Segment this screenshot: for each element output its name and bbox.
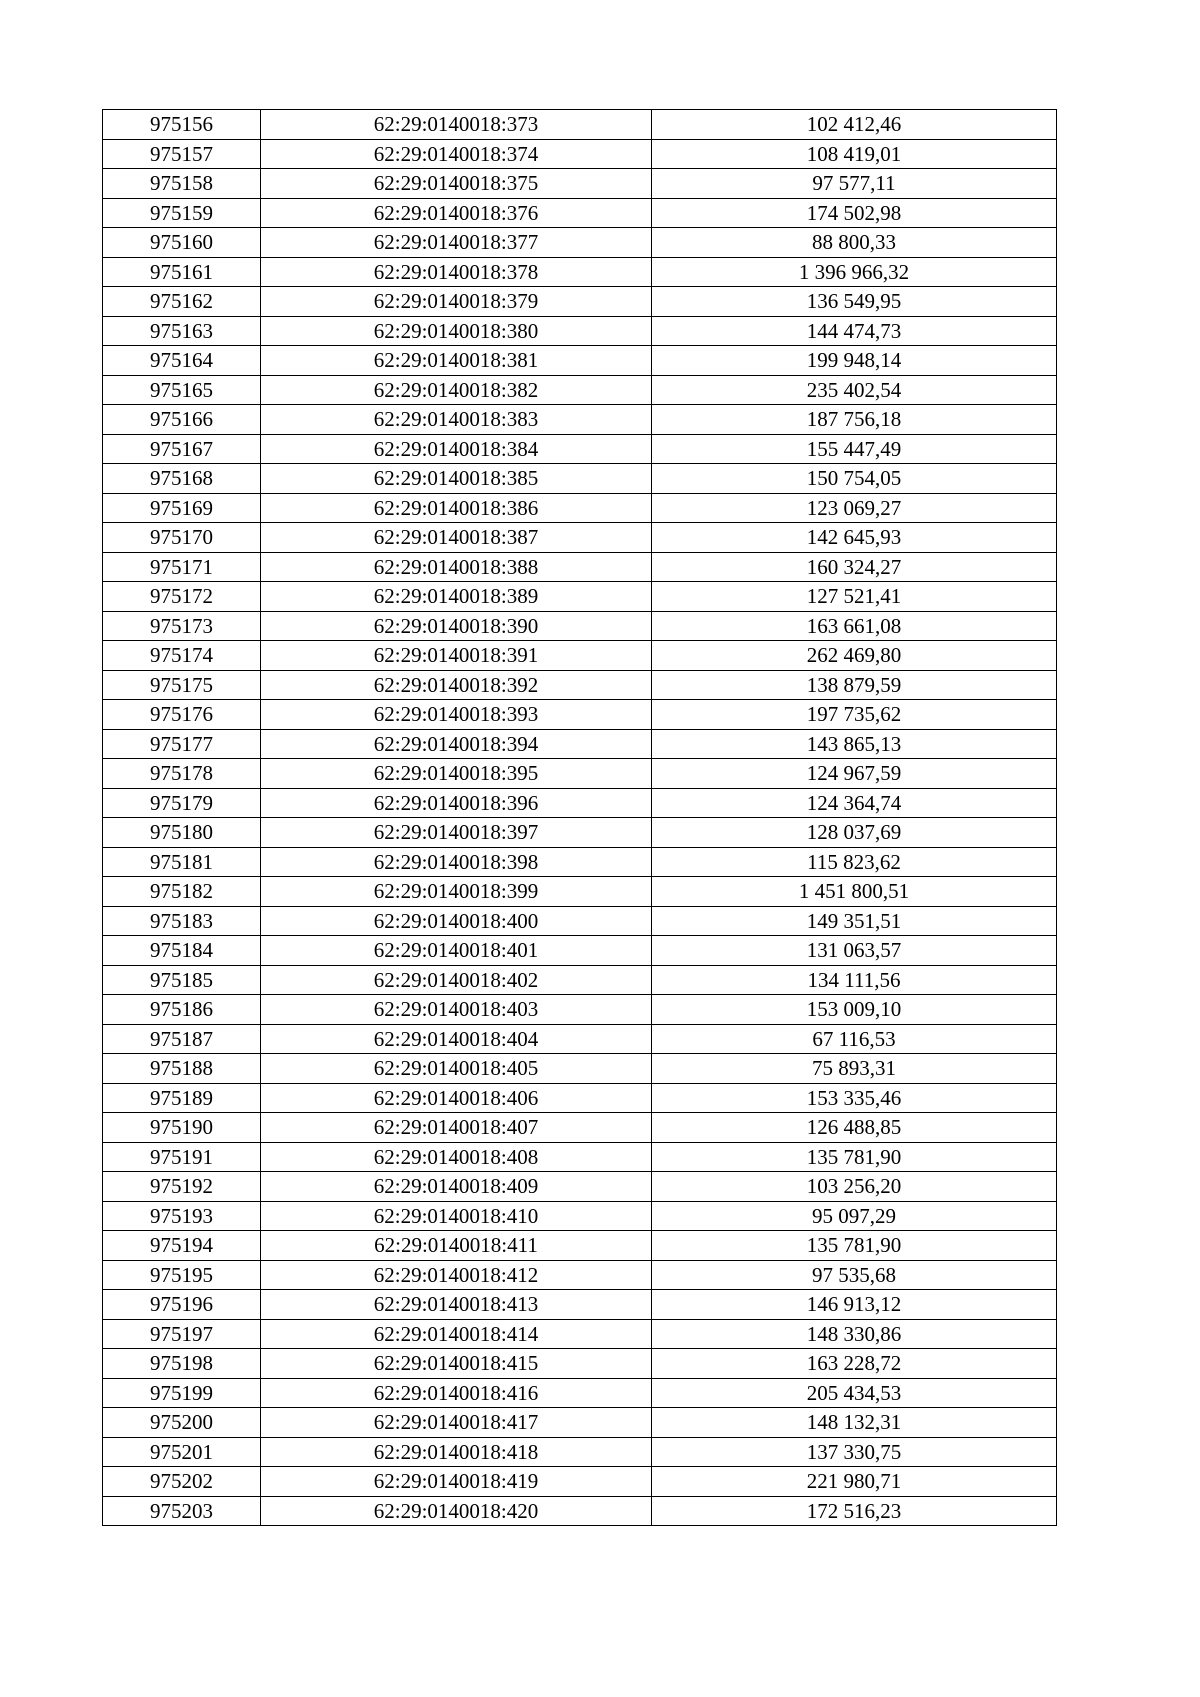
cadastral-value-cell: 197 735,62	[652, 700, 1057, 730]
table-row	[103, 611, 1057, 641]
row-number-cell: 975167	[103, 434, 261, 464]
cadastral-number-cell: 62:29:0140018:420	[261, 1496, 652, 1526]
cadastral-value-cell: 124 967,59	[652, 759, 1057, 789]
cadastral-value-cell: 88 800,33	[652, 228, 1057, 258]
row-number-cell: 975195	[103, 1260, 261, 1290]
row-number-cell: 975168	[103, 464, 261, 494]
row-number-cell: 975158	[103, 169, 261, 199]
cadastral-value-cell: 135 781,90	[652, 1142, 1057, 1172]
table-row	[103, 375, 1057, 405]
row-number-cell: 975187	[103, 1024, 261, 1054]
row-number-cell: 975197	[103, 1319, 261, 1349]
table-row	[103, 759, 1057, 789]
cadastral-number-cell: 62:29:0140018:392	[261, 670, 652, 700]
cadastral-number-cell: 62:29:0140018:413	[261, 1290, 652, 1320]
row-number-cell: 975166	[103, 405, 261, 435]
table-row	[103, 700, 1057, 730]
cadastral-value-cell: 187 756,18	[652, 405, 1057, 435]
cadastral-value-cell: 124 364,74	[652, 788, 1057, 818]
row-number-cell: 975202	[103, 1467, 261, 1497]
row-number-cell: 975200	[103, 1408, 261, 1438]
cadastral-value-cell: 137 330,75	[652, 1437, 1057, 1467]
cadastral-number-cell: 62:29:0140018:416	[261, 1378, 652, 1408]
row-number-cell: 975192	[103, 1172, 261, 1202]
table-row	[103, 257, 1057, 287]
table-row	[103, 228, 1057, 258]
table-row	[103, 316, 1057, 346]
table-row	[103, 1437, 1057, 1467]
cadastral-value-cell: 150 754,05	[652, 464, 1057, 494]
cadastral-value-cell: 144 474,73	[652, 316, 1057, 346]
cadastral-number-cell: 62:29:0140018:374	[261, 139, 652, 169]
table-row	[103, 641, 1057, 671]
row-number-cell: 975173	[103, 611, 261, 641]
table-row	[103, 1024, 1057, 1054]
cadastral-number-cell: 62:29:0140018:396	[261, 788, 652, 818]
cadastral-number-cell: 62:29:0140018:411	[261, 1231, 652, 1261]
row-number-cell: 975180	[103, 818, 261, 848]
table-row	[103, 198, 1057, 228]
row-number-cell: 975169	[103, 493, 261, 523]
cadastral-value-cell: 115 823,62	[652, 847, 1057, 877]
cadastral-value-cell: 136 549,95	[652, 287, 1057, 317]
cadastral-value-cell: 153 335,46	[652, 1083, 1057, 1113]
cadastral-number-cell: 62:29:0140018:386	[261, 493, 652, 523]
cadastral-number-cell: 62:29:0140018:390	[261, 611, 652, 641]
table-row	[103, 1408, 1057, 1438]
cadastral-value-cell: 163 661,08	[652, 611, 1057, 641]
cadastral-value-cell: 235 402,54	[652, 375, 1057, 405]
table-row	[103, 139, 1057, 169]
cadastral-value-cell: 75 893,31	[652, 1054, 1057, 1084]
table-row	[103, 346, 1057, 376]
row-number-cell: 975181	[103, 847, 261, 877]
table-row	[103, 995, 1057, 1025]
table-row	[103, 287, 1057, 317]
table-row	[103, 1113, 1057, 1143]
table-row	[103, 729, 1057, 759]
row-number-cell: 975174	[103, 641, 261, 671]
cadastral-number-cell: 62:29:0140018:389	[261, 582, 652, 612]
table-row	[103, 523, 1057, 553]
row-number-cell: 975194	[103, 1231, 261, 1261]
table-row	[103, 1378, 1057, 1408]
cadastral-value-cell: 143 865,13	[652, 729, 1057, 759]
cadastral-value-cell: 67 116,53	[652, 1024, 1057, 1054]
cadastral-number-cell: 62:29:0140018:391	[261, 641, 652, 671]
table-row	[103, 670, 1057, 700]
cadastral-value-cell: 128 037,69	[652, 818, 1057, 848]
cadastral-value-cell: 102 412,46	[652, 110, 1057, 140]
cadastral-value-cell: 163 228,72	[652, 1349, 1057, 1379]
cadastral-number-cell: 62:29:0140018:384	[261, 434, 652, 464]
cadastral-number-cell: 62:29:0140018:406	[261, 1083, 652, 1113]
row-number-cell: 975162	[103, 287, 261, 317]
cadastral-number-cell: 62:29:0140018:387	[261, 523, 652, 553]
cadastral-number-cell: 62:29:0140018:379	[261, 287, 652, 317]
cadastral-value-cell: 95 097,29	[652, 1201, 1057, 1231]
table-row	[103, 818, 1057, 848]
row-number-cell: 975198	[103, 1349, 261, 1379]
cadastral-number-cell: 62:29:0140018:383	[261, 405, 652, 435]
table-row	[103, 434, 1057, 464]
row-number-cell: 975175	[103, 670, 261, 700]
cadastral-number-cell: 62:29:0140018:404	[261, 1024, 652, 1054]
row-number-cell: 975196	[103, 1290, 261, 1320]
row-number-cell: 975161	[103, 257, 261, 287]
cadastral-value-table	[102, 109, 1057, 1526]
cadastral-number-cell: 62:29:0140018:394	[261, 729, 652, 759]
table-row	[103, 493, 1057, 523]
table-row	[103, 1172, 1057, 1202]
row-number-cell: 975157	[103, 139, 261, 169]
row-number-cell: 975160	[103, 228, 261, 258]
row-number-cell: 975185	[103, 965, 261, 995]
cadastral-number-cell: 62:29:0140018:397	[261, 818, 652, 848]
cadastral-number-cell: 62:29:0140018:375	[261, 169, 652, 199]
table-row	[103, 110, 1057, 140]
cadastral-number-cell: 62:29:0140018:400	[261, 906, 652, 936]
cadastral-number-cell: 62:29:0140018:399	[261, 877, 652, 907]
cadastral-number-cell: 62:29:0140018:417	[261, 1408, 652, 1438]
row-number-cell: 975164	[103, 346, 261, 376]
cadastral-number-cell: 62:29:0140018:385	[261, 464, 652, 494]
table-row	[103, 965, 1057, 995]
cadastral-number-cell: 62:29:0140018:376	[261, 198, 652, 228]
table-body	[103, 110, 1057, 1526]
cadastral-number-cell: 62:29:0140018:402	[261, 965, 652, 995]
cadastral-value-cell: 103 256,20	[652, 1172, 1057, 1202]
table-row	[103, 1496, 1057, 1526]
row-number-cell: 975201	[103, 1437, 261, 1467]
cadastral-number-cell: 62:29:0140018:409	[261, 1172, 652, 1202]
table-row	[103, 847, 1057, 877]
table-row	[103, 552, 1057, 582]
row-number-cell: 975163	[103, 316, 261, 346]
table-row	[103, 1349, 1057, 1379]
cadastral-value-cell: 146 913,12	[652, 1290, 1057, 1320]
row-number-cell: 975193	[103, 1201, 261, 1231]
table-row	[103, 1231, 1057, 1261]
cadastral-value-cell: 172 516,23	[652, 1496, 1057, 1526]
cadastral-value-cell: 221 980,71	[652, 1467, 1057, 1497]
cadastral-number-cell: 62:29:0140018:398	[261, 847, 652, 877]
row-number-cell: 975186	[103, 995, 261, 1025]
table-row	[103, 1319, 1057, 1349]
cadastral-value-cell: 126 488,85	[652, 1113, 1057, 1143]
cadastral-number-cell: 62:29:0140018:403	[261, 995, 652, 1025]
cadastral-value-cell: 1 451 800,51	[652, 877, 1057, 907]
cadastral-number-cell: 62:29:0140018:414	[261, 1319, 652, 1349]
cadastral-number-cell: 62:29:0140018:373	[261, 110, 652, 140]
cadastral-value-cell: 97 577,11	[652, 169, 1057, 199]
cadastral-value-cell: 138 879,59	[652, 670, 1057, 700]
table-row	[103, 936, 1057, 966]
cadastral-number-cell: 62:29:0140018:405	[261, 1054, 652, 1084]
cadastral-value-cell: 205 434,53	[652, 1378, 1057, 1408]
table-row	[103, 1142, 1057, 1172]
cadastral-value-cell: 199 948,14	[652, 346, 1057, 376]
cadastral-number-cell: 62:29:0140018:380	[261, 316, 652, 346]
row-number-cell: 975159	[103, 198, 261, 228]
table-row	[103, 582, 1057, 612]
cadastral-value-cell: 131 063,57	[652, 936, 1057, 966]
row-number-cell: 975188	[103, 1054, 261, 1084]
table-row	[103, 877, 1057, 907]
cadastral-number-cell: 62:29:0140018:401	[261, 936, 652, 966]
cadastral-value-cell: 142 645,93	[652, 523, 1057, 553]
cadastral-number-cell: 62:29:0140018:407	[261, 1113, 652, 1143]
row-number-cell: 975178	[103, 759, 261, 789]
row-number-cell: 975172	[103, 582, 261, 612]
cadastral-number-cell: 62:29:0140018:382	[261, 375, 652, 405]
row-number-cell: 975203	[103, 1496, 261, 1526]
table-row	[103, 1054, 1057, 1084]
cadastral-number-cell: 62:29:0140018:412	[261, 1260, 652, 1290]
table-row	[103, 788, 1057, 818]
cadastral-value-cell: 148 132,31	[652, 1408, 1057, 1438]
table-row	[103, 169, 1057, 199]
table-row	[103, 1083, 1057, 1113]
cadastral-value-cell: 149 351,51	[652, 906, 1057, 936]
cadastral-value-cell: 97 535,68	[652, 1260, 1057, 1290]
cadastral-number-cell: 62:29:0140018:415	[261, 1349, 652, 1379]
table-row	[103, 1290, 1057, 1320]
cadastral-number-cell: 62:29:0140018:419	[261, 1467, 652, 1497]
row-number-cell: 975191	[103, 1142, 261, 1172]
row-number-cell: 975156	[103, 110, 261, 140]
cadastral-value-cell: 174 502,98	[652, 198, 1057, 228]
cadastral-number-cell: 62:29:0140018:410	[261, 1201, 652, 1231]
row-number-cell: 975165	[103, 375, 261, 405]
row-number-cell: 975171	[103, 552, 261, 582]
row-number-cell: 975190	[103, 1113, 261, 1143]
cadastral-value-cell: 127 521,41	[652, 582, 1057, 612]
row-number-cell: 975177	[103, 729, 261, 759]
table-row	[103, 1201, 1057, 1231]
cadastral-value-cell: 148 330,86	[652, 1319, 1057, 1349]
cadastral-number-cell: 62:29:0140018:378	[261, 257, 652, 287]
cadastral-value-cell: 262 469,80	[652, 641, 1057, 671]
row-number-cell: 975189	[103, 1083, 261, 1113]
cadastral-number-cell: 62:29:0140018:408	[261, 1142, 652, 1172]
table-row	[103, 1467, 1057, 1497]
cadastral-value-cell: 160 324,27	[652, 552, 1057, 582]
cadastral-number-cell: 62:29:0140018:381	[261, 346, 652, 376]
table-row	[103, 906, 1057, 936]
cadastral-number-cell: 62:29:0140018:418	[261, 1437, 652, 1467]
cadastral-value-cell: 153 009,10	[652, 995, 1057, 1025]
cadastral-number-cell: 62:29:0140018:377	[261, 228, 652, 258]
cadastral-value-cell: 134 111,56	[652, 965, 1057, 995]
cadastral-number-cell: 62:29:0140018:393	[261, 700, 652, 730]
row-number-cell: 975199	[103, 1378, 261, 1408]
row-number-cell: 975184	[103, 936, 261, 966]
row-number-cell: 975179	[103, 788, 261, 818]
cadastral-number-cell: 62:29:0140018:395	[261, 759, 652, 789]
cadastral-value-cell: 155 447,49	[652, 434, 1057, 464]
cadastral-value-cell: 1 396 966,32	[652, 257, 1057, 287]
cadastral-value-cell: 123 069,27	[652, 493, 1057, 523]
cadastral-value-cell: 135 781,90	[652, 1231, 1057, 1261]
cadastral-value-cell: 108 419,01	[652, 139, 1057, 169]
cadastral-number-cell: 62:29:0140018:388	[261, 552, 652, 582]
row-number-cell: 975170	[103, 523, 261, 553]
row-number-cell: 975176	[103, 700, 261, 730]
table-row	[103, 1260, 1057, 1290]
row-number-cell: 975182	[103, 877, 261, 907]
row-number-cell: 975183	[103, 906, 261, 936]
table-row	[103, 405, 1057, 435]
table-row	[103, 464, 1057, 494]
